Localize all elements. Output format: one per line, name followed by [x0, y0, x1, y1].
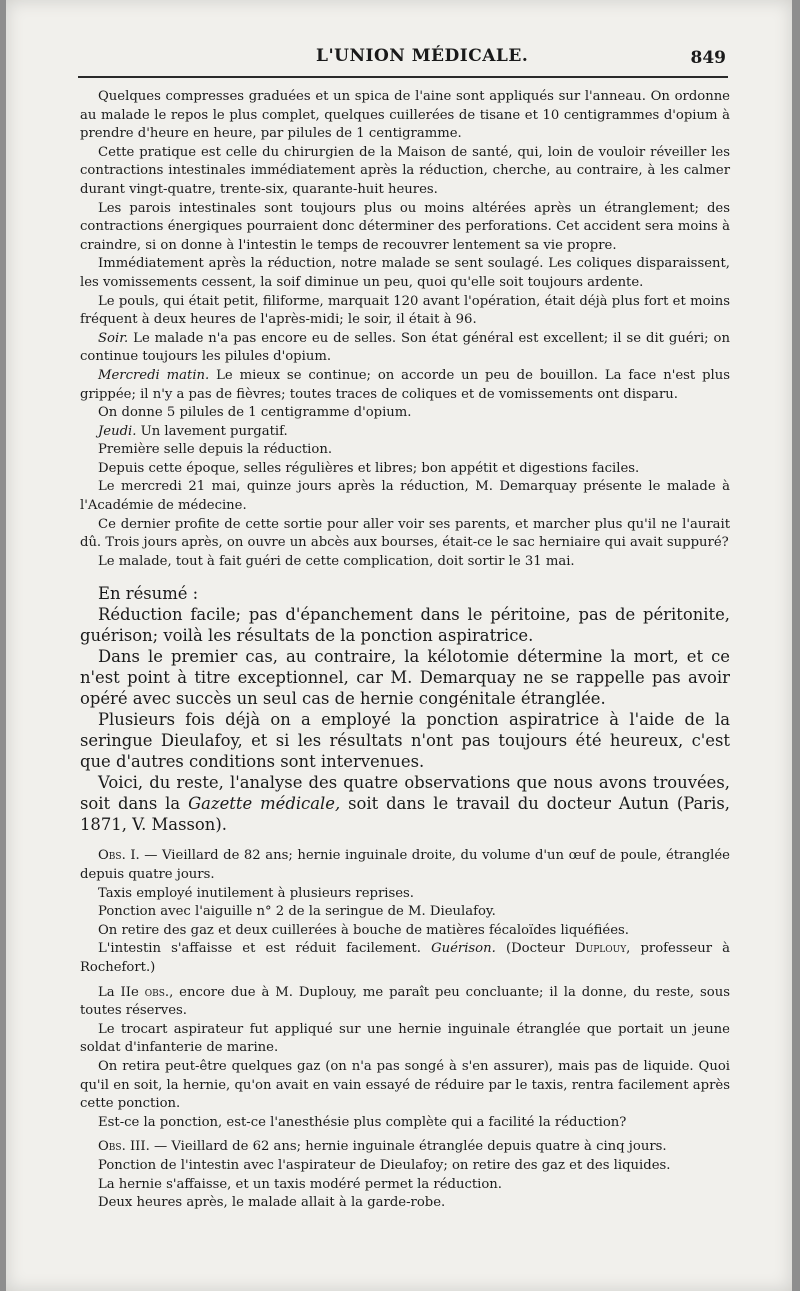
observation-paragraph — [80, 1138, 730, 1157]
paragraph: Ce dernier profite de cette sortie pour aller voir ses parents, et marcher plus qu'il ne l'aurait dû. Trois jours après, on ouvre un abcès aux bourses, était-ce le sac herniaire qui avait suppuré? — [80, 516, 730, 551]
paragraph-text: — Vieillard de 82 ans; hernie inguinale droite, du volume d'un œuf de poule, étranglée depuis quatre jours. — [80, 848, 730, 883]
summary-heading: En résumé : — [98, 584, 199, 604]
spacer — [80, 571, 730, 583]
paragraph-text: soit dans le travail du docteur Autun (Paris, 1871, V. Masson). — [80, 794, 730, 835]
observation-label: Obs. III. — [98, 1139, 150, 1155]
observation-paragraph: Ponction avec l'aiguille n° 2 de la seringue de M. Dieulafoy. — [98, 904, 496, 920]
paragraph — [80, 330, 730, 367]
observation-label: obs. — [144, 984, 170, 1000]
page-number: 849 — [690, 48, 726, 68]
observation-paragraph: On retira peut-être quelques gaz (on n'a pas songé à s'en assurer), mais pas de liquide. Quoi qu'il en soit, la hernie, qu'on avait en vain essayé de réduire par le taxis, rentra facilement après cette ponction. — [80, 1058, 730, 1112]
day-label: Soir. — [98, 330, 129, 346]
paragraph: Le pouls, qui était petit, filiforme, marquait 120 avant l'opération, était déjà plus fort et moins fréquent à deux heures de l'après-midi; le soir, il était à 96. — [80, 293, 730, 328]
header-rule — [78, 76, 728, 78]
journal-page — [6, 0, 792, 1291]
paragraph: Cette pratique est celle du chirurgien de la Maison de santé, qui, loin de vouloir réveiller les contractions intestinales immédiatement après la réduction, cherche, au contraire, à les calmer durant vingt-quatre, trente-six, quarante-huit heures. — [80, 144, 730, 197]
page-header — [76, 46, 726, 74]
paragraph: Les parois intestinales sont toujours plus ou moins altérées après un étranglement; des contractions énergiques pourraient donc déterminer des perforations. Cet accident sera moins à craindre, si on donne à l'intestin le temps de recouvrer lentement sa vie propre. — [80, 200, 730, 253]
paragraph-text: Le mieux se continue; on accorde un peu de bouillon. La face n'est plus grippée; il n'y a pas de fièvres; toutes traces de coliques et de vomissements ont disparu. — [80, 367, 730, 402]
paragraph: Depuis cette époque, selles régulières et libres; bon appétit et digestions faciles. — [98, 460, 640, 476]
summary-paragraph — [80, 772, 730, 835]
journal-name: Gazette médicale, — [188, 794, 341, 814]
observation-paragraph: Le trocart aspirateur fut appliqué sur une hernie inguinale étranglée que portait un jeune soldat d'infanterie de marine. — [80, 1021, 730, 1056]
paragraph-text: L'intestin s'affaisse et est réduit facilement. — [98, 941, 432, 957]
paragraph: Première selle depuis la réduction. — [98, 442, 333, 458]
spacer — [80, 835, 730, 847]
day-label: Mercredi matin. — [98, 367, 210, 383]
summary-paragraph: Dans le premier cas, au contraire, la kélotomie détermine la mort, et ce n'est point à titre exceptionnel, car M. Demarquay ne se rappelle pas avoir opéré avec succès un seul cas de hernie congénitale étranglée. — [80, 647, 730, 709]
paragraph: Immédiatement après la réduction, notre malade se sent soulagé. Les coliques disparaissent, les vomissements cessent, la soif diminue un peu, quoi qu'elle soit toujours ardente. — [80, 256, 730, 290]
article-body — [80, 88, 730, 1213]
paragraph-text: , professeur à Rochefort.) — [80, 941, 730, 975]
observation-paragraph — [80, 984, 730, 1021]
paragraph-text: Voici, du reste, l'analyse des quatre observations que nous avons trouvées, soit dans la — [80, 773, 730, 814]
paragraph: Le mercredi 21 mai, quinze jours après la réduction, M. Demarquay présente le malade à l'Académie de médecine. — [80, 479, 730, 514]
observation-paragraph: Est-ce la ponction, est-ce l'anesthésie plus complète qui a facilité la réduction? — [98, 1114, 627, 1130]
paragraph-text: (Docteur — [495, 941, 576, 957]
summary-paragraph: Plusieurs fois déjà on a employé la ponction aspiratrice à l'aide de la seringue Dieulafoy, et si les résultats n'ont pas toujours été heureux, c'est que d'autres conditions sont intervenues. — [80, 710, 730, 772]
paragraph-text: La IIe — [98, 984, 145, 1000]
observation-paragraph: Deux heures après, le malade allait à la garde-robe. — [98, 1195, 446, 1211]
observation-paragraph: Ponction de l'intestin avec l'aspirateur de Dieulafoy; on retire des gaz et des liquides. — [98, 1157, 671, 1173]
paragraph-text: Le malade n'a pas encore eu de selles. Son état général est excellent; il se dit guéri; on continue toujours les pilules d'opium. — [80, 330, 730, 365]
paragraph-text: , encore due à M. Duplouy, me paraît peu concluante; il la donne, du reste, sous toutes réserves. — [80, 984, 730, 1019]
observation-paragraph — [80, 847, 730, 884]
paragraph: On donne 5 pilules de 1 centigramme d'opium. — [98, 405, 412, 421]
paragraph: Quelques compresses graduées et un spica de l'aine sont appliqués sur l'anneau. On ordonne au malade le repos le plus complet, quelques cuillerées de tisane et 10 centigrammes d'opium à prendre d'heure en heure, par pilules de 1 centigramme. — [80, 89, 730, 142]
outcome-label: Guérison. — [431, 941, 496, 957]
observation-paragraph — [80, 940, 730, 977]
observation-paragraph: La hernie s'affaisse, et un taxis modéré permet la réduction. — [98, 1176, 502, 1192]
paragraph-text: Un lavement purgatif. — [136, 423, 288, 439]
paragraph — [80, 423, 730, 442]
paragraph: Le malade, tout à fait guéri de cette complication, doit sortir le 31 mai. — [98, 553, 575, 569]
observation-label: Obs. I. — [98, 848, 140, 864]
observation-paragraph: Taxis employé inutilement à plusieurs reprises. — [98, 885, 414, 901]
paragraph — [80, 367, 730, 404]
running-title: L'UNION MÉDICALE. — [316, 46, 529, 66]
day-label: Jeudi. — [98, 423, 137, 439]
summary-paragraph: Réduction facile; pas d'épanchement dans le péritoine, pas de péritonite, guérison; voilà les résultats de la ponction aspiratrice. — [80, 605, 730, 646]
observation-paragraph: On retire des gaz et deux cuillerées à bouche de matières fécaloïdes liquéfiées. — [98, 922, 629, 938]
author-name: Duplouy — [575, 941, 627, 957]
paragraph-text: — Vieillard de 62 ans; hernie inguinale étranglée depuis quatre à cinq jours. — [149, 1139, 667, 1155]
